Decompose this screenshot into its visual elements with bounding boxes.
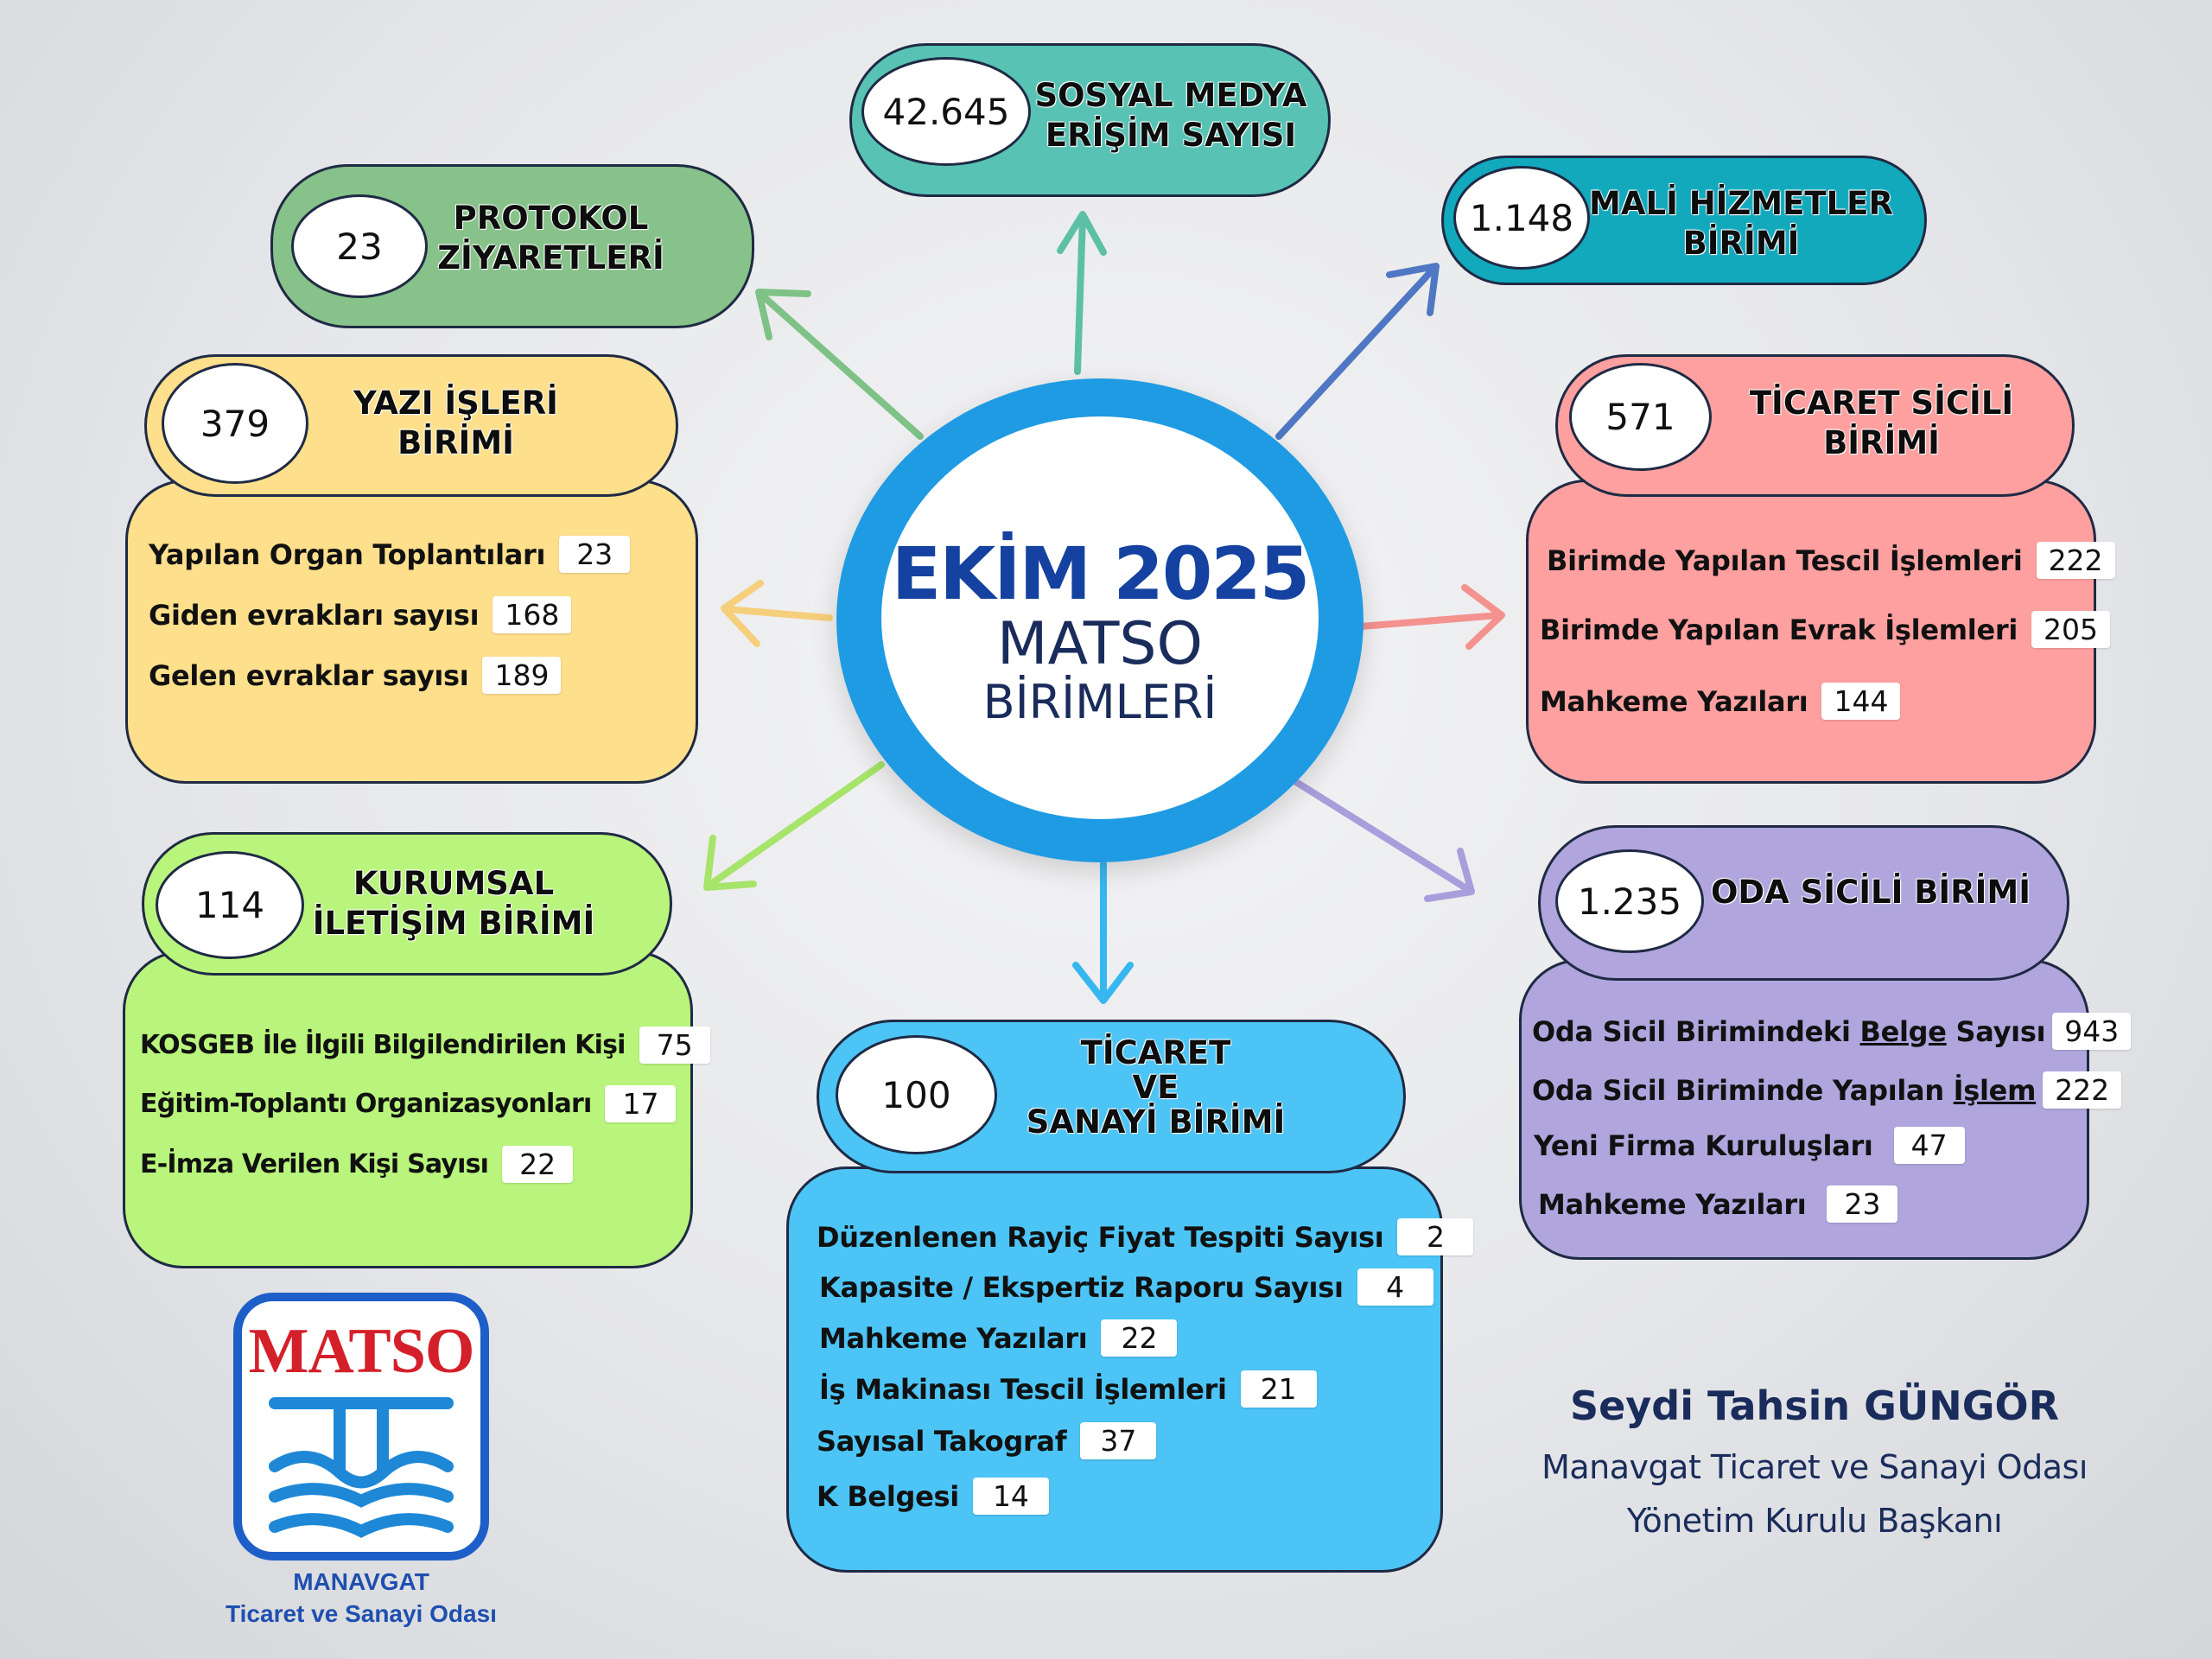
label-part: Oda Sicil Biriminde Yapılan xyxy=(1532,1073,1954,1107)
row-label xyxy=(1532,1074,2036,1107)
row-label: Gelen evraklar sayısı xyxy=(149,658,469,692)
title-mali-hizmetler: MALİ HİZMETLER BİRİMİ xyxy=(1589,185,1893,262)
row-yazi-0 xyxy=(149,536,630,573)
arrow-to-oda-sicili xyxy=(1296,782,1471,899)
row-ticaret-sanayi-0 xyxy=(817,1218,1473,1255)
row-oda-1 xyxy=(1532,1071,2121,1109)
title-yazi-isleri: YAZI İŞLERİ BİRİMİ xyxy=(353,385,558,461)
row-ticaret-sicili-0 xyxy=(1547,542,2115,579)
row-label: Eğitim-Toplantı Organizasyonları xyxy=(140,1089,592,1119)
row-value: 144 xyxy=(1821,683,1900,720)
logo-caption-1: MANAVGAT xyxy=(293,1568,429,1595)
center-matso: MATSO xyxy=(996,610,1204,678)
row-value: 189 xyxy=(482,657,561,694)
signature-name: Seydi Tahsin GÜNGÖR xyxy=(1569,1382,2060,1429)
row-value: 4 xyxy=(1357,1268,1433,1306)
row-oda-0 xyxy=(1532,1013,2131,1050)
row-label: Mahkeme Yazıları xyxy=(1540,684,1808,718)
row-value: 2 xyxy=(1397,1218,1473,1255)
row-value: 222 xyxy=(2043,1071,2121,1109)
row-value: 23 xyxy=(1827,1185,1897,1223)
label-part: Mahkeme Yazıları xyxy=(1538,1187,1807,1221)
row-ticaret-sanayi-1 xyxy=(819,1268,1433,1306)
row-ticaret-sanayi-3 xyxy=(819,1370,1317,1408)
label-part: Oda Sicil Birimindeki xyxy=(1532,1014,1860,1048)
logo-caption-2: Ticaret ve Sanayi Odası xyxy=(226,1600,497,1627)
row-oda-3 xyxy=(1538,1185,1897,1223)
row-value: 37 xyxy=(1080,1422,1156,1459)
value-protokol: 23 xyxy=(291,194,428,298)
row-ticaret-sanayi-4 xyxy=(817,1422,1156,1459)
arrow-to-ticaret-sanayi xyxy=(1076,864,1130,1001)
row-kurumsal-0 xyxy=(140,1027,710,1064)
row-label: KOSGEB İle İlgili Bilgilendirilen Kişi xyxy=(140,1030,626,1060)
label-underlined: Belge xyxy=(1859,1014,1947,1048)
row-value: 21 xyxy=(1241,1370,1317,1408)
row-label xyxy=(1534,1129,1873,1162)
value-ticaret-sicili: 571 xyxy=(1569,363,1712,471)
row-label: Giden evrakları sayısı xyxy=(149,598,480,632)
title-oda-sicili: ODA SİCİLİ BİRİMİ xyxy=(1710,874,2031,911)
center-birimleri: BİRİMLERİ xyxy=(982,675,1217,729)
arrow-to-ticaret-sicili xyxy=(1361,588,1502,646)
row-label: Kapasite / Ekspertiz Raporu Sayısı xyxy=(819,1270,1344,1304)
row-ticaret-sicili-2 xyxy=(1540,683,1900,720)
title-ticaret-sanayi: TİCARET VE SANAYİ BİRİMİ xyxy=(1026,1034,1286,1141)
row-label: Yapılan Organ Toplantıları xyxy=(149,537,546,571)
row-value: 17 xyxy=(605,1085,676,1122)
value-sosyal-medya: 42.645 xyxy=(861,57,1031,166)
row-yazi-2 xyxy=(149,657,561,694)
row-label xyxy=(1538,1188,1806,1221)
title-kurumsal: KURUMSAL İLETİŞİM BİRİMİ xyxy=(312,865,595,942)
row-value: 22 xyxy=(502,1146,573,1183)
row-yazi-1 xyxy=(149,596,571,633)
value-oda-sicili: 1.235 xyxy=(1555,849,1704,953)
label-part: Yeni Firma Kuruluşları xyxy=(1534,1128,1873,1162)
label-underlined: İşlem xyxy=(1953,1073,2037,1107)
arrow-to-yazi-isleri xyxy=(724,583,830,644)
row-label: K Belgesi xyxy=(817,1479,959,1513)
row-oda-2 xyxy=(1534,1127,1965,1164)
row-label: Birimde Yapılan Evrak İşlemleri xyxy=(1540,613,2018,646)
row-label: Birimde Yapılan Tescil İşlemleri xyxy=(1547,543,2023,577)
arrow-to-sosyal-medya xyxy=(1060,214,1103,372)
value-kurumsal: 114 xyxy=(156,851,304,959)
title-ticaret-sicili: TİCARET SİCİLİ BİRİMİ xyxy=(1749,385,2014,461)
arrow-to-kurumsal xyxy=(707,765,881,887)
row-value: 222 xyxy=(2037,542,2115,579)
title-sosyal-medya: SOSYAL MEDYA ERİŞİM SAYISI xyxy=(1034,77,1307,154)
row-kurumsal-1 xyxy=(140,1085,676,1122)
row-label: Sayısal Takograf xyxy=(817,1424,1067,1458)
value-yazi-isleri: 379 xyxy=(162,363,308,484)
row-kurumsal-2 xyxy=(140,1146,573,1183)
row-value: 23 xyxy=(559,536,630,573)
arrow-to-mali xyxy=(1279,266,1436,436)
row-ticaret-sanayi-5 xyxy=(817,1478,1049,1515)
wave-emblem-icon xyxy=(257,1393,465,1548)
row-value: 943 xyxy=(2052,1013,2131,1050)
value-ticaret-sanayi: 100 xyxy=(836,1035,997,1154)
row-label xyxy=(1532,1015,2045,1048)
row-label: E-İmza Verilen Kişi Sayısı xyxy=(140,1149,489,1179)
arrow-to-protokol xyxy=(759,292,920,436)
value-mali-hizmetler: 1.148 xyxy=(1453,166,1590,270)
signature-org: Manavgat Ticaret ve Sanayi Odası xyxy=(1541,1448,2088,1486)
label-part: Sayısı xyxy=(1946,1014,2046,1048)
row-label: Düzenlenen Rayiç Fiyat Tespiti Sayısı xyxy=(817,1220,1384,1254)
row-label: İş Makinası Tescil İşlemleri xyxy=(819,1372,1227,1406)
matso-logo xyxy=(233,1293,489,1560)
row-value: 47 xyxy=(1894,1127,1965,1164)
row-ticaret-sanayi-2 xyxy=(819,1319,1177,1357)
row-value: 75 xyxy=(639,1027,710,1064)
row-ticaret-sicili-1 xyxy=(1540,611,2110,648)
row-value: 205 xyxy=(2031,611,2110,648)
signature-role: Yönetim Kurulu Başkanı xyxy=(1626,1502,2003,1540)
title-protokol: PROTOKOL ZİYARETLERİ xyxy=(437,200,664,276)
logo-word: MATSO xyxy=(248,1316,474,1387)
row-value: 22 xyxy=(1101,1319,1177,1357)
row-label: Mahkeme Yazıları xyxy=(819,1321,1088,1355)
row-value: 168 xyxy=(493,596,571,633)
row-value: 14 xyxy=(973,1478,1049,1515)
center-title: EKİM 2025 xyxy=(891,531,1309,616)
